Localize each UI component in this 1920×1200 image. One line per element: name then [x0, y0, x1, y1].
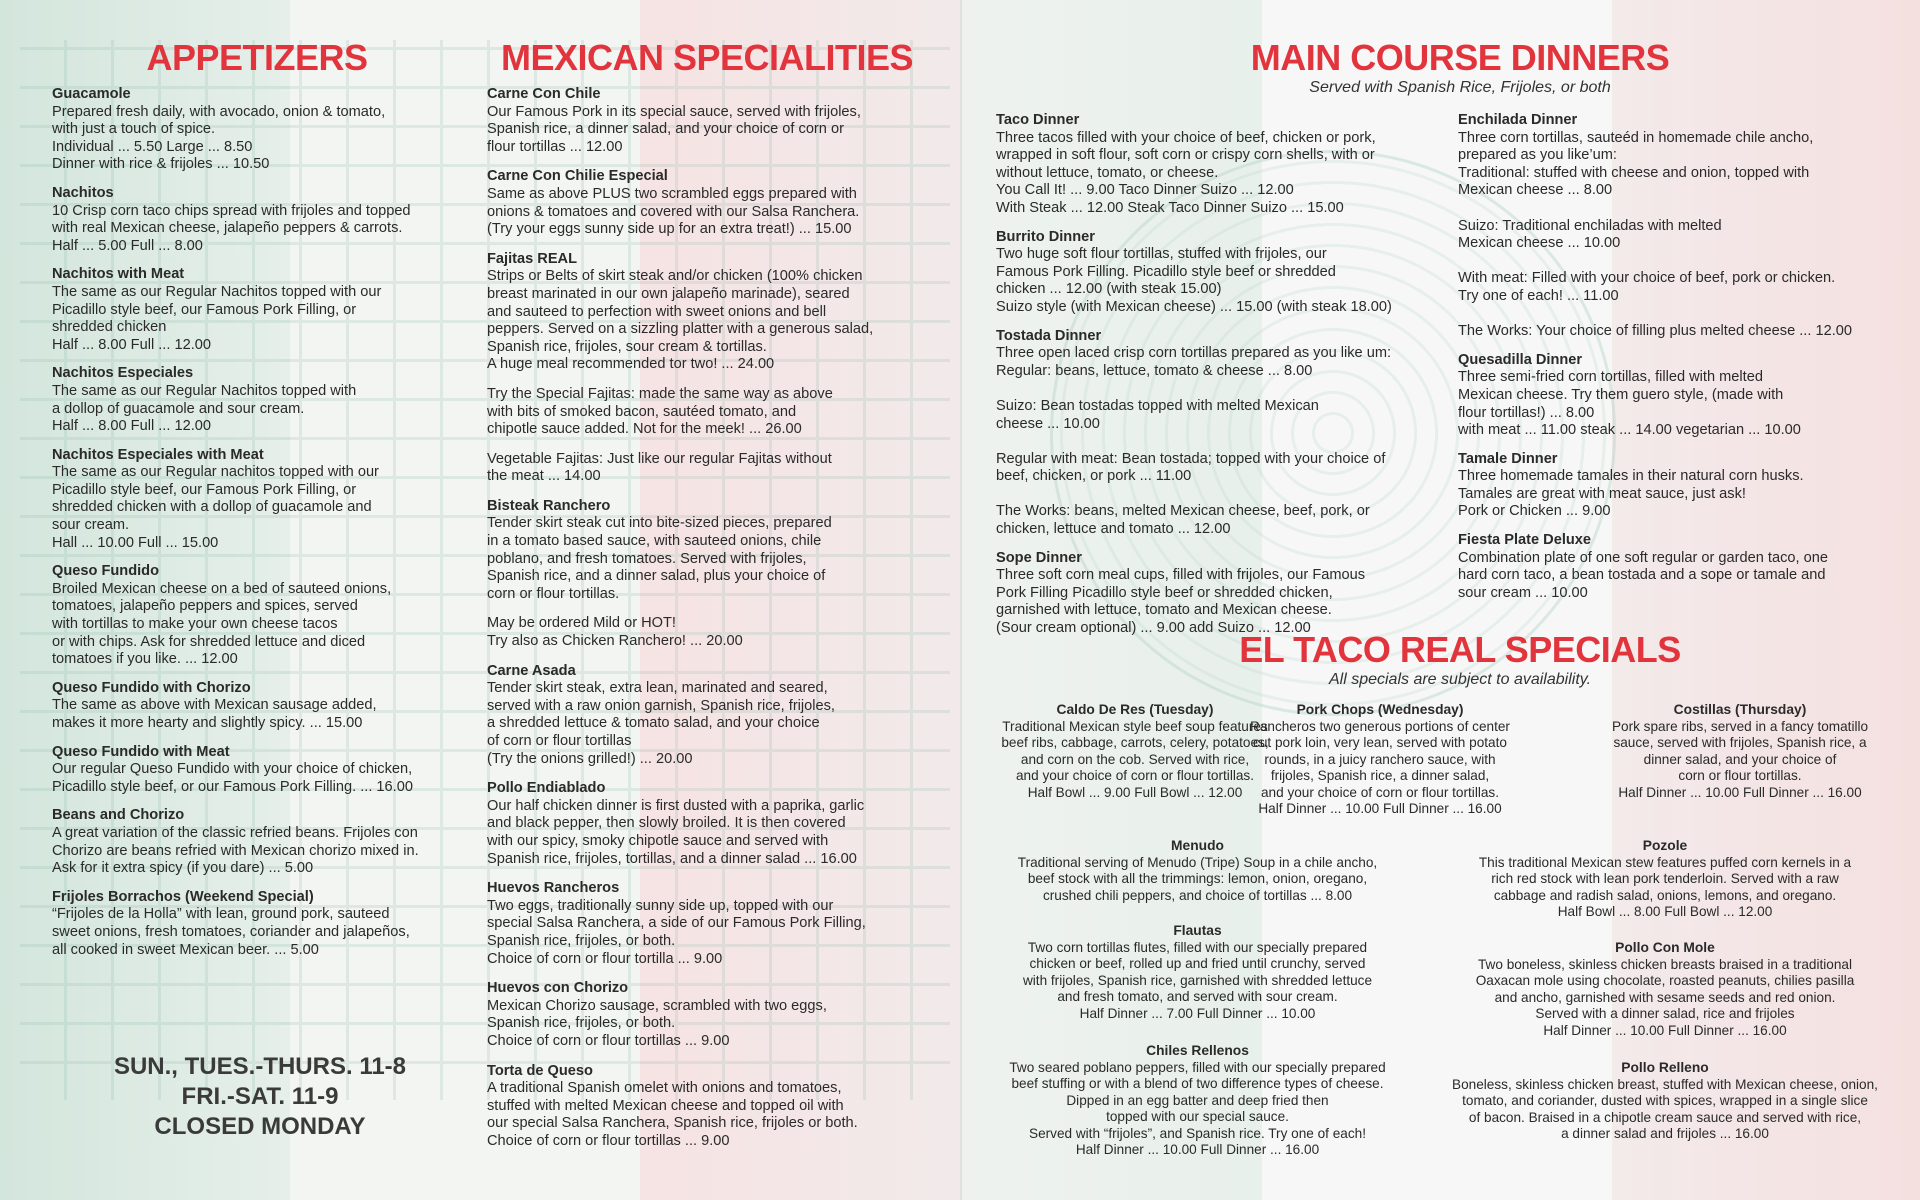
appetizers-list — [52, 86, 462, 959]
menu-item — [996, 328, 1426, 539]
menu-item-name: Bisteak Ranchero — [487, 497, 611, 514]
menu-item — [487, 251, 927, 374]
menu-item-description: Our half chicken dinner is first dusted with a paprika, garlic and black pepper, then slowly broiled. It is then covered with our spicy, smoky chipotle sauce and served with Spanish rice, frijoles, tortillas, and a dinner salad ... 16.00 — [487, 797, 865, 867]
menu-item-description: Three semi-fried corn tortillas, filled with melted Mexican cheese. Try them guero style, (made with flour tortillas!) ... 8.00 with meat ... 11.00 steak ... 14.00 vegetarian ... 10.00 — [1458, 369, 1801, 439]
special-item-description: Two boneless, skinless chicken breasts braised in a traditional Oaxacan mole using chocolate, roasted peanuts, chilies pasilla and ancho, garnished with sesame seeds and red onion. Served with a dinner salad, rice and frijoles Half Dinner ... 10.00 Full Dinner ... 16.00 — [1475, 956, 1855, 1038]
menu-item-name: Sope Dinner — [996, 549, 1082, 566]
special-item-description: This traditional Mexican stew features puffed corn kernels in a rich red stock with lean pork tenderloin. Served with a raw cabbage and radish salad, onions, lemons, and oregano. Half Bowl ... 8.00 Full Bowl ... 12.00 — [1478, 854, 1852, 919]
menu-item — [1458, 451, 1898, 521]
special-item — [1430, 1060, 1900, 1143]
special-item — [1000, 1043, 1395, 1159]
menu-item-name: Tostada Dinner — [996, 327, 1102, 344]
menu-item-description: The same as our Regular Nachitos topped with a dollop of guacamole and sour cream. Half ... 8.00 Full ... 12.00 — [52, 382, 357, 435]
menu-item — [996, 112, 1426, 218]
menu-item — [52, 563, 462, 669]
menu-item-description: The same as our Regular Nachitos topped with our Picadillo style beef, our Famous Pork Filling, or shredded chicken Half ... 8.00 Full ... 12.00 — [52, 283, 382, 353]
main-course-subtitle: Served with Spanish Rice, Frijoles, or both — [1309, 79, 1611, 96]
menu-item-description: Prepared fresh daily, with avocado, onion & tomato, with just a touch of spice. Individual ... 5.50 Large ... 8.50 Dinner with rice & frijoles ... 10.50 — [52, 103, 386, 173]
menu-item-description: Tender skirt steak, extra lean, marinated and seared, served with a raw onion garnish, Spanish rice, frijoles, a shredded lettuce & tomato salad, and your choice of corn or flour tortillas (Try the onions grilled!) ... 20.00 — [487, 680, 835, 767]
menu-item — [487, 86, 927, 156]
menu-item-description: Two huge soft flour tortillas, stuffed with frijoles, our Famous Pork Filling. Picadillo style beef or shredded chicken ... 12.00 (with steak 15.00) Suizo style (with Mexican cheese) ... 15.00 (with steak 18.00) — [996, 246, 1392, 315]
menu-item-description: Our regular Queso Fundido with your choice of chicken, Picadillo style beef, or our Famous Pork Filling. ... 16.00 — [52, 761, 413, 795]
special-item-description: Pork spare ribs, served in a fancy tomatillo sauce, served with frijoles, Spanish rice, a dinner salad, and your choice of corn or flour tortillas. Half Dinner ... 10.00 Full Dinner ... 16.00 — [1611, 718, 1869, 800]
menu-item-name: Nachitos — [52, 184, 114, 201]
menu-item — [487, 780, 927, 868]
special-item-description: Traditional serving of Menudo (Tripe) Soup in a chile ancho, beef stock with all the trimmings: lemon, onion, oregano, crushed chili peppers, and choice of tortillas ... 8.00 — [1017, 854, 1378, 903]
menu-item — [487, 615, 927, 650]
menu-item — [487, 663, 927, 769]
menu-item-description: Combination plate of one soft regular or garden taco, one hard corn taco, a bean tostada and a sope or tamale and sour cream ... 10.00 — [1458, 549, 1828, 601]
menu-item-name: Quesadilla Dinner — [1458, 351, 1583, 368]
menu-item-description: Try the Special Fajitas: made the same way as above with bits of smoked bacon, sautéed tomato, and chipotle sauce added. Not for the meek! ... 26.00 — [487, 385, 833, 438]
hours-line-1: SUN., TUES.-THURS. 11-8 — [113, 1053, 407, 1080]
specialities-section — [487, 38, 927, 1162]
menu-item-description: A traditional Spanish omelet with onions and tomatoes, stuffed with melted Mexican cheese and topped oil with our special Salsa Ranchera, Spanish rice, frijoles or both. Choice of corn or flour tortillas ... 9.00 — [487, 1080, 858, 1149]
menu-item-description: May be ordered Mild or HOT! Try also as Chicken Ranchero! ... 20.00 — [487, 615, 743, 650]
menu-item-description: The same as above with Mexican sausage added, makes it more hearty and slightly spicy. ... 15.00 — [52, 697, 377, 731]
menu-item-name: Carne Con Chile — [487, 86, 601, 102]
menu-item — [487, 498, 927, 604]
menu-item-description: Three soft corn meal cups, filled with frijoles, our Famous Pork Filling Picadillo style beef or shredded chicken, garnished with lettuce, tomato and Mexican cheese. (Sour cream optional) ... 9.00 add Suizo ... 12.00 — [996, 567, 1366, 637]
menu-item-name: Huevos Rancheros — [487, 880, 620, 897]
menu-item-description: Mexican Chorizo sausage, scrambled with two eggs, Spanish rice, frijoles, or both. Choice of corn or flour tortillas ... 9.00 — [487, 997, 827, 1049]
menu-item — [1458, 532, 1898, 602]
page-fold — [960, 0, 962, 1200]
menu-item-description: Tender skirt steak cut into bite-sized pieces, prepared in a tomato based sauce, with sauteed onions, chile poblano, and fresh tomatoes. Served with frijoles, Spanish rice, and a dinner salad, plus your choice of corn or flour tortillas. — [487, 515, 832, 602]
menu-item — [1458, 352, 1898, 440]
special-item — [1215, 702, 1545, 818]
menu-item-description: Strips or Belts of skirt steak and/or chicken (100% chicken breast marinated in our own jalapeño marinade), seared and sauteed to perfection with sweet onions and bell peppers. Served on a sizzling platter with a generous salad, Spanish rice, frijoles, sour cream & tortillas. A huge meal recommended tor two! ... 24.00 — [487, 268, 874, 373]
special-item — [1445, 838, 1885, 921]
menu-item — [487, 980, 927, 1050]
menu-item-description: Two eggs, traditionally sunny side up, topped with our special Salsa Ranchera, a side of our Famous Pork Filling, Spanish rice, frijoles, or both. Choice of corn or flour tortilla ... 9.00 — [487, 897, 866, 967]
menu-item — [52, 889, 462, 959]
menu-item — [52, 447, 462, 553]
specials-header — [1000, 630, 1920, 690]
menu-item — [996, 550, 1426, 638]
special-item-description: Rancheros two generous portions of center cut pork loin, very lean, served with potato rounds, in a juicy ranchero sauce, with frijoles, Spanish rice, a dinner salad, and your choice of corn or flour tortillas. Half Dinner ... 10.00 Full Dinner ... 16.00 — [1250, 718, 1510, 816]
special-item-description: Traditional Mexican style beef soup features beef ribs, cabbage, carrots, celery, potatoes, and corn on the cob. Served with rice, and your choice of corn or flour tortillas. Half Bowl ... 9.00 Full Bowl ... 12.00 — [1001, 718, 1269, 800]
menu-item-description: Three homemade tamales in their natural corn husks. Tamales are great with meat sauce, just ask! Pork or Chicken ... 9.00 — [1458, 468, 1804, 520]
specialities-title: MEXICAN SPECIALITIES — [500, 37, 914, 78]
menu-item-name: Fajitas REAL — [487, 250, 578, 267]
menu-item-name: Queso Fundido — [52, 563, 160, 580]
menu-item-name: Carne Asada — [487, 662, 576, 679]
special-item-name: Chiles Rellenos — [1146, 1043, 1249, 1058]
menu-item-name: Tamale Dinner — [1458, 450, 1558, 467]
menu-item — [52, 86, 462, 174]
special-item — [1000, 923, 1395, 1022]
menu-item — [996, 229, 1426, 317]
special-item — [1445, 940, 1885, 1039]
menu-item — [52, 185, 462, 255]
menu-item-name: Enchilada Dinner — [1458, 112, 1578, 128]
special-item-description: Two corn tortillas flutes, filled with our specially prepared chicken or beef, rolled up and fried until crunchy, served with frijoles, Spanish rice, garnished with shredded lettuce and fresh tomato, and served with sour cream. Half Dinner ... 7.00 Full Dinner ... 10.00 — [1022, 939, 1373, 1021]
appetizers-section — [52, 38, 462, 970]
menu-item — [1458, 112, 1898, 341]
main-course-title: MAIN COURSE DINNERS — [1250, 37, 1670, 78]
menu-item-name: Queso Fundido with Chorizo — [52, 679, 251, 696]
special-item-name: Menudo — [1171, 838, 1224, 853]
menu-item-description: Same as above PLUS two scrambled eggs prepared with onions & tomatoes and covered with our Salsa Ranchera. (Try your eggs sunny side up for an extra treat!) ... 15.00 — [487, 185, 860, 238]
menu-item — [487, 386, 927, 439]
menu-item-description: Broiled Mexican cheese on a bed of sauteed onions, tomatoes, jalapeño peppers and spices, served with tortillas to make your own cheese tacos or with chips. Ask for shredded lettuce and diced tomatoes if you like. ... 12.00 — [52, 580, 392, 668]
business-hours — [40, 1052, 480, 1142]
special-item — [1590, 702, 1890, 801]
menu-item-name: Huevos con Chorizo — [487, 980, 629, 997]
menu-item-description: A great variation of the classic refried beans. Frijoles con Chorizo are beans refried with Mexican chorizo mixed in. Ask for it extra spicy (if you dare) ... 5.00 — [52, 824, 419, 877]
specials-title: EL TACO REAL SPECIALS — [1239, 629, 1681, 670]
special-item-description: Boneless, skinless chicken breast, stuffed with Mexican cheese, onion, tomato, and coriander, dusted with spices, wrapped in a single slice of bacon. Braised in a chipotle cream sauce and served with rice, a dinner salad and frijoles ... 16.00 — [1452, 1076, 1878, 1141]
menu-item-description: Three open laced crisp corn tortillas prepared as you like um: Regular: beans, lettuce, tomato & cheese ... 8.00 Suizo: Bean tostadas topped with melted Mexican cheese ... 10.00 Regular with meat: Bean tostada; topped with your choice of beef, chicken, or pork ... 11.00 The Works: beans, melted Mexican cheese, beef, pork, or chicken, lettuce and tomato ... 12.00 — [996, 345, 1392, 538]
menu-item-description: “Frijoles de la Holla” with lean, ground pork, sauteed sweet onions, fresh tomatoes, coriander and jalapeños, all cooked in sweet Mexican beer. ... 5.00 — [52, 906, 410, 958]
menu-item-name: Queso Fundido with Meat — [52, 743, 230, 760]
menu-item-name: Carne Con Chilie Especial — [487, 168, 668, 185]
specials-subtitle: All specials are subject to availability. — [1328, 671, 1592, 688]
menu-item — [487, 880, 927, 968]
menu-item-name: Burrito Dinner — [996, 228, 1095, 245]
menu-item-name: Torta de Queso — [487, 1062, 593, 1079]
special-item-name: Pollo Relleno — [1621, 1060, 1709, 1075]
menu-item — [52, 807, 462, 877]
hours-line-3: CLOSED MONDAY — [154, 1113, 366, 1140]
menu-item — [52, 744, 462, 797]
menu-item — [52, 680, 462, 733]
menu-item-description: 10 Crisp corn taco chips spread with frijoles and topped with real Mexican cheese, jalapeño peppers & carrots. Half ... 5.00 Full ... 8.00 — [52, 202, 411, 254]
special-item-name: Flautas — [1173, 923, 1222, 938]
menu-item-description: Vegetable Fajitas: Just like our regular Fajitas without the meat ... 14.00 — [487, 450, 832, 485]
menu-item-name: Pollo Endiablado — [487, 780, 606, 797]
menu-item-description: The same as our Regular nachitos topped with our Picadillo style beef, our Famous Pork Filling, or shredded chicken with a dollop of guacamole and sour cream. Hall ... 10.00 Full ... 15.00 — [52, 464, 379, 551]
menu-item-name: Nachitos Especiales with Meat — [52, 446, 264, 463]
menu-item — [52, 266, 462, 354]
main-course-header — [1000, 38, 1920, 98]
menu-item — [487, 1063, 927, 1151]
menu-item-name: Nachitos Especiales — [52, 365, 194, 382]
hours-line-2: FRI.-SAT. 11-9 — [181, 1083, 339, 1110]
special-item-name: Costillas (Thursday) — [1673, 702, 1807, 717]
menu-item-description: Three corn tortillas, sauteéd in homemade chile ancho, prepared as you like’um: Traditional: stuffed with cheese and onion, topped with Mexican cheese ... 8.00 Suizo: Traditional enchiladas with melted Mexican cheese ... 10.00 With meat: Filled with your choice of beef, pork or chicken. Try one of each! ... 11.00 The Works: Your choice of filling plus melted cheese ... 12.00 — [1458, 129, 1852, 340]
menu-item-name: Fiesta Plate Deluxe — [1458, 532, 1592, 549]
special-item — [1000, 838, 1395, 904]
menu-item-name: Frijoles Borrachos (Weekend Special) — [52, 888, 314, 905]
menu-item-name: Taco Dinner — [996, 112, 1080, 128]
menu-item-name: Guacamole — [52, 86, 131, 102]
special-item-name: Pollo Con Mole — [1615, 940, 1715, 955]
special-item-description: Two seared poblano peppers, filled with our specially prepared beef stuffing or with a blend of two difference types of cheese. Dipped in an egg batter and deep fried then topped with our special sauce. Served with “frijoles”, and Spanish rice. Try one of each! Half Dinner ... 10.00 Full Dinner ... 16.00 — [1009, 1059, 1386, 1157]
menu-item — [487, 168, 927, 238]
special-item-name: Caldo De Res (Tuesday) — [1056, 702, 1214, 717]
appetizers-title: APPETIZERS — [146, 37, 368, 78]
special-item-name: Pozole — [1642, 838, 1688, 853]
menu-item-description: Our Famous Pork in its special sauce, served with frijoles, Spanish rice, a dinner salad, and your choice of corn or flour tortillas ... 12.00 — [487, 103, 861, 155]
special-item-name: Pork Chops (Wednesday) — [1296, 702, 1464, 717]
main-course-right — [1458, 112, 1898, 613]
menu-item-name: Nachitos with Meat — [52, 266, 185, 283]
menu-item — [487, 451, 927, 486]
menu-item-description: Three tacos filled with your choice of beef, chicken or pork, wrapped in soft flour, soft corn or crispy corn shells, with or without lettuce, tomato, or cheese. You Call It! ... 9.00 Taco Dinner Suizo ... 12.00 With Steak ... 12.00 Steak Taco Dinner Suizo ... 15.00 — [996, 129, 1376, 216]
specialities-list — [487, 86, 927, 1150]
main-course-left — [996, 112, 1426, 649]
menu-item — [52, 365, 462, 435]
menu-item-name: Beans and Chorizo — [52, 807, 185, 824]
